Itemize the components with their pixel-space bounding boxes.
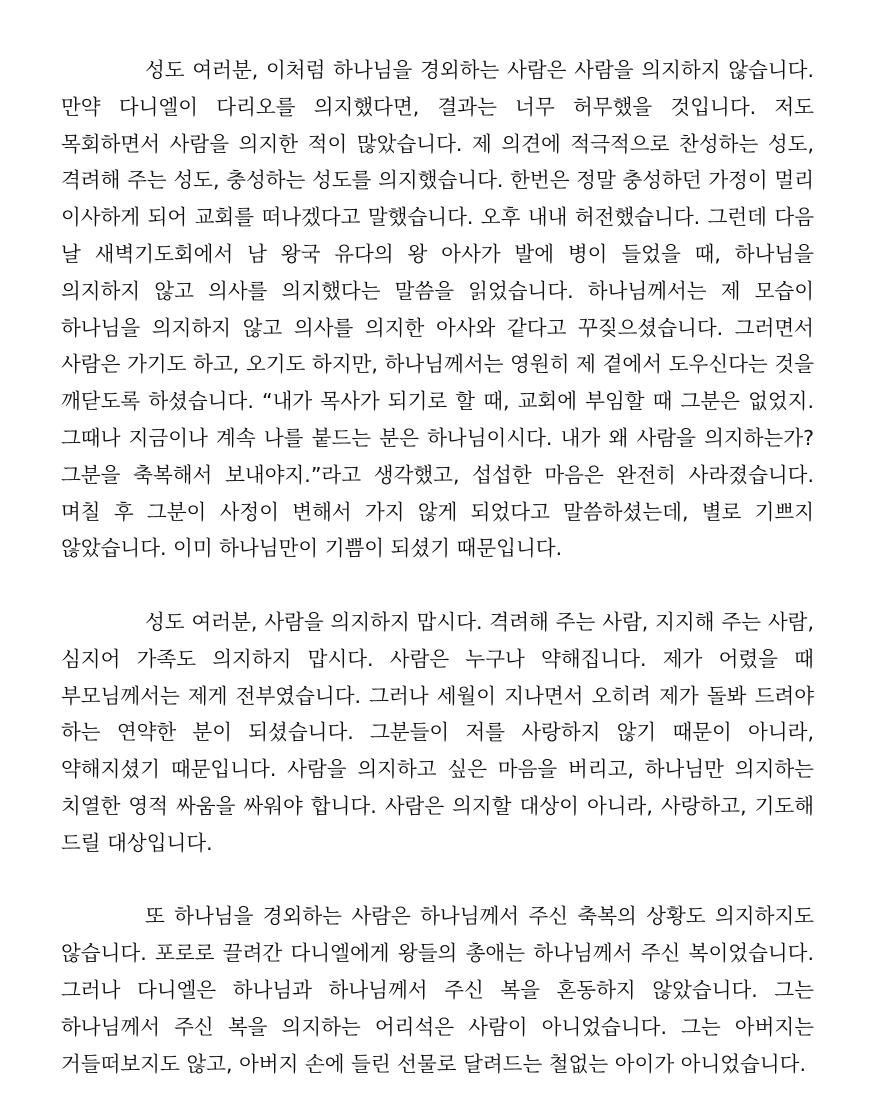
paragraph-2: 성도 여러분, 사람을 의지하지 맙시다. 격려해 주는 사람, 지지해 주는 사람, 심지어 가족도 의지하지 맙시다. 사람은 누구나 약해집니다. 제가 어렸을 때 부모님께서는 제게 전부였습니다. 그러나 세월이 지나면서 오히려 제가 돌봐 드려야 하는 연약한 분이 되셨습니다. 그분들이 저를 사랑하지 않기 때문이 아니라, 약해지셨기 때문입니다. 사람을 의지하고 싶은 마음을 버리고, 하나님만 의지하는 치열한 영적 싸움을 싸워야 합니다. 사람은 의지할 대상이 아니라, 사랑하고, 기도해 드릴 대상입니다. xyxy=(61,609,814,855)
paragraph-1: 성도 여러분, 이처럼 하나님을 경외하는 사람은 사람을 의지하지 않습니다. 만약 다니엘이 다리오를 의지했다면, 결과는 너무 허무했을 것입니다. 저도 목회하면서 사람을 의지한 적이 많았습니다. 제 의견에 적극적으로 찬성하는 성도, 격려해 주는 성도, 충성하는 성도를 의지했습니다. 한번은 정말 충성하던 가정이 멀리 이사하게 되어 교회를 떠나겠다고 말했습니다. 오후 내내 허전했습니다. 그런데 다음 날 새벽기도회에서 남 왕국 유다의 왕 아사가 발에 병이 들었을 때, 하나님을 의지하지 않고 의사를 의지했다는 말씀을 읽었습니다. 하나님께서는 제 모습이 하나님을 의지하지 않고 의사를 의지한 아사와 같다고 꾸짖으셨습니다. 그러면서 사람은 가기도 하고, 오기도 하지만, 하나님께서는 영원히 제 곁에서 도우신다는 것을 깨닫도록 하셨습니다. “내가 목사가 되기로 할 때, 교회에 부임할 때 그분은 없었지. 그때나 지금이나 계속 나를 붙드는 분은 하나님이시다. 내가 왜 사람을 의지하는가? 그분을 축복해서 보내야지.”라고 생각했고, 섭섭한 마음은 완전히 사라졌습니다. 며칠 후 그분이 사정이 변해서 가지 않게 되었다고 말씀하셨는데, 별로 기쁘지 않았습니다. 이미 하나님만이 기쁨이 되셨기 때문입니다. xyxy=(61,58,814,561)
document-body xyxy=(61,52,814,1082)
paragraph-3: 또 하나님을 경외하는 사람은 하나님께서 주신 축복의 상황도 의지하지도 않습니다. 포로로 끌려간 다니엘에게 왕들의 총애는 하나님께서 주신 복이었습니다. 그러나 다니엘은 하나님과 하나님께서 주신 복을 혼동하지 않았습니다. 그는 하나님께서 주신 복을 의지하는 어리석은 사람이 아니었습니다. 그는 아버지는 거들떠보지도 않고, 아버지 손에 들린 선물로 달려드는 철없는 아이가 아니었습니다. xyxy=(61,904,814,1076)
